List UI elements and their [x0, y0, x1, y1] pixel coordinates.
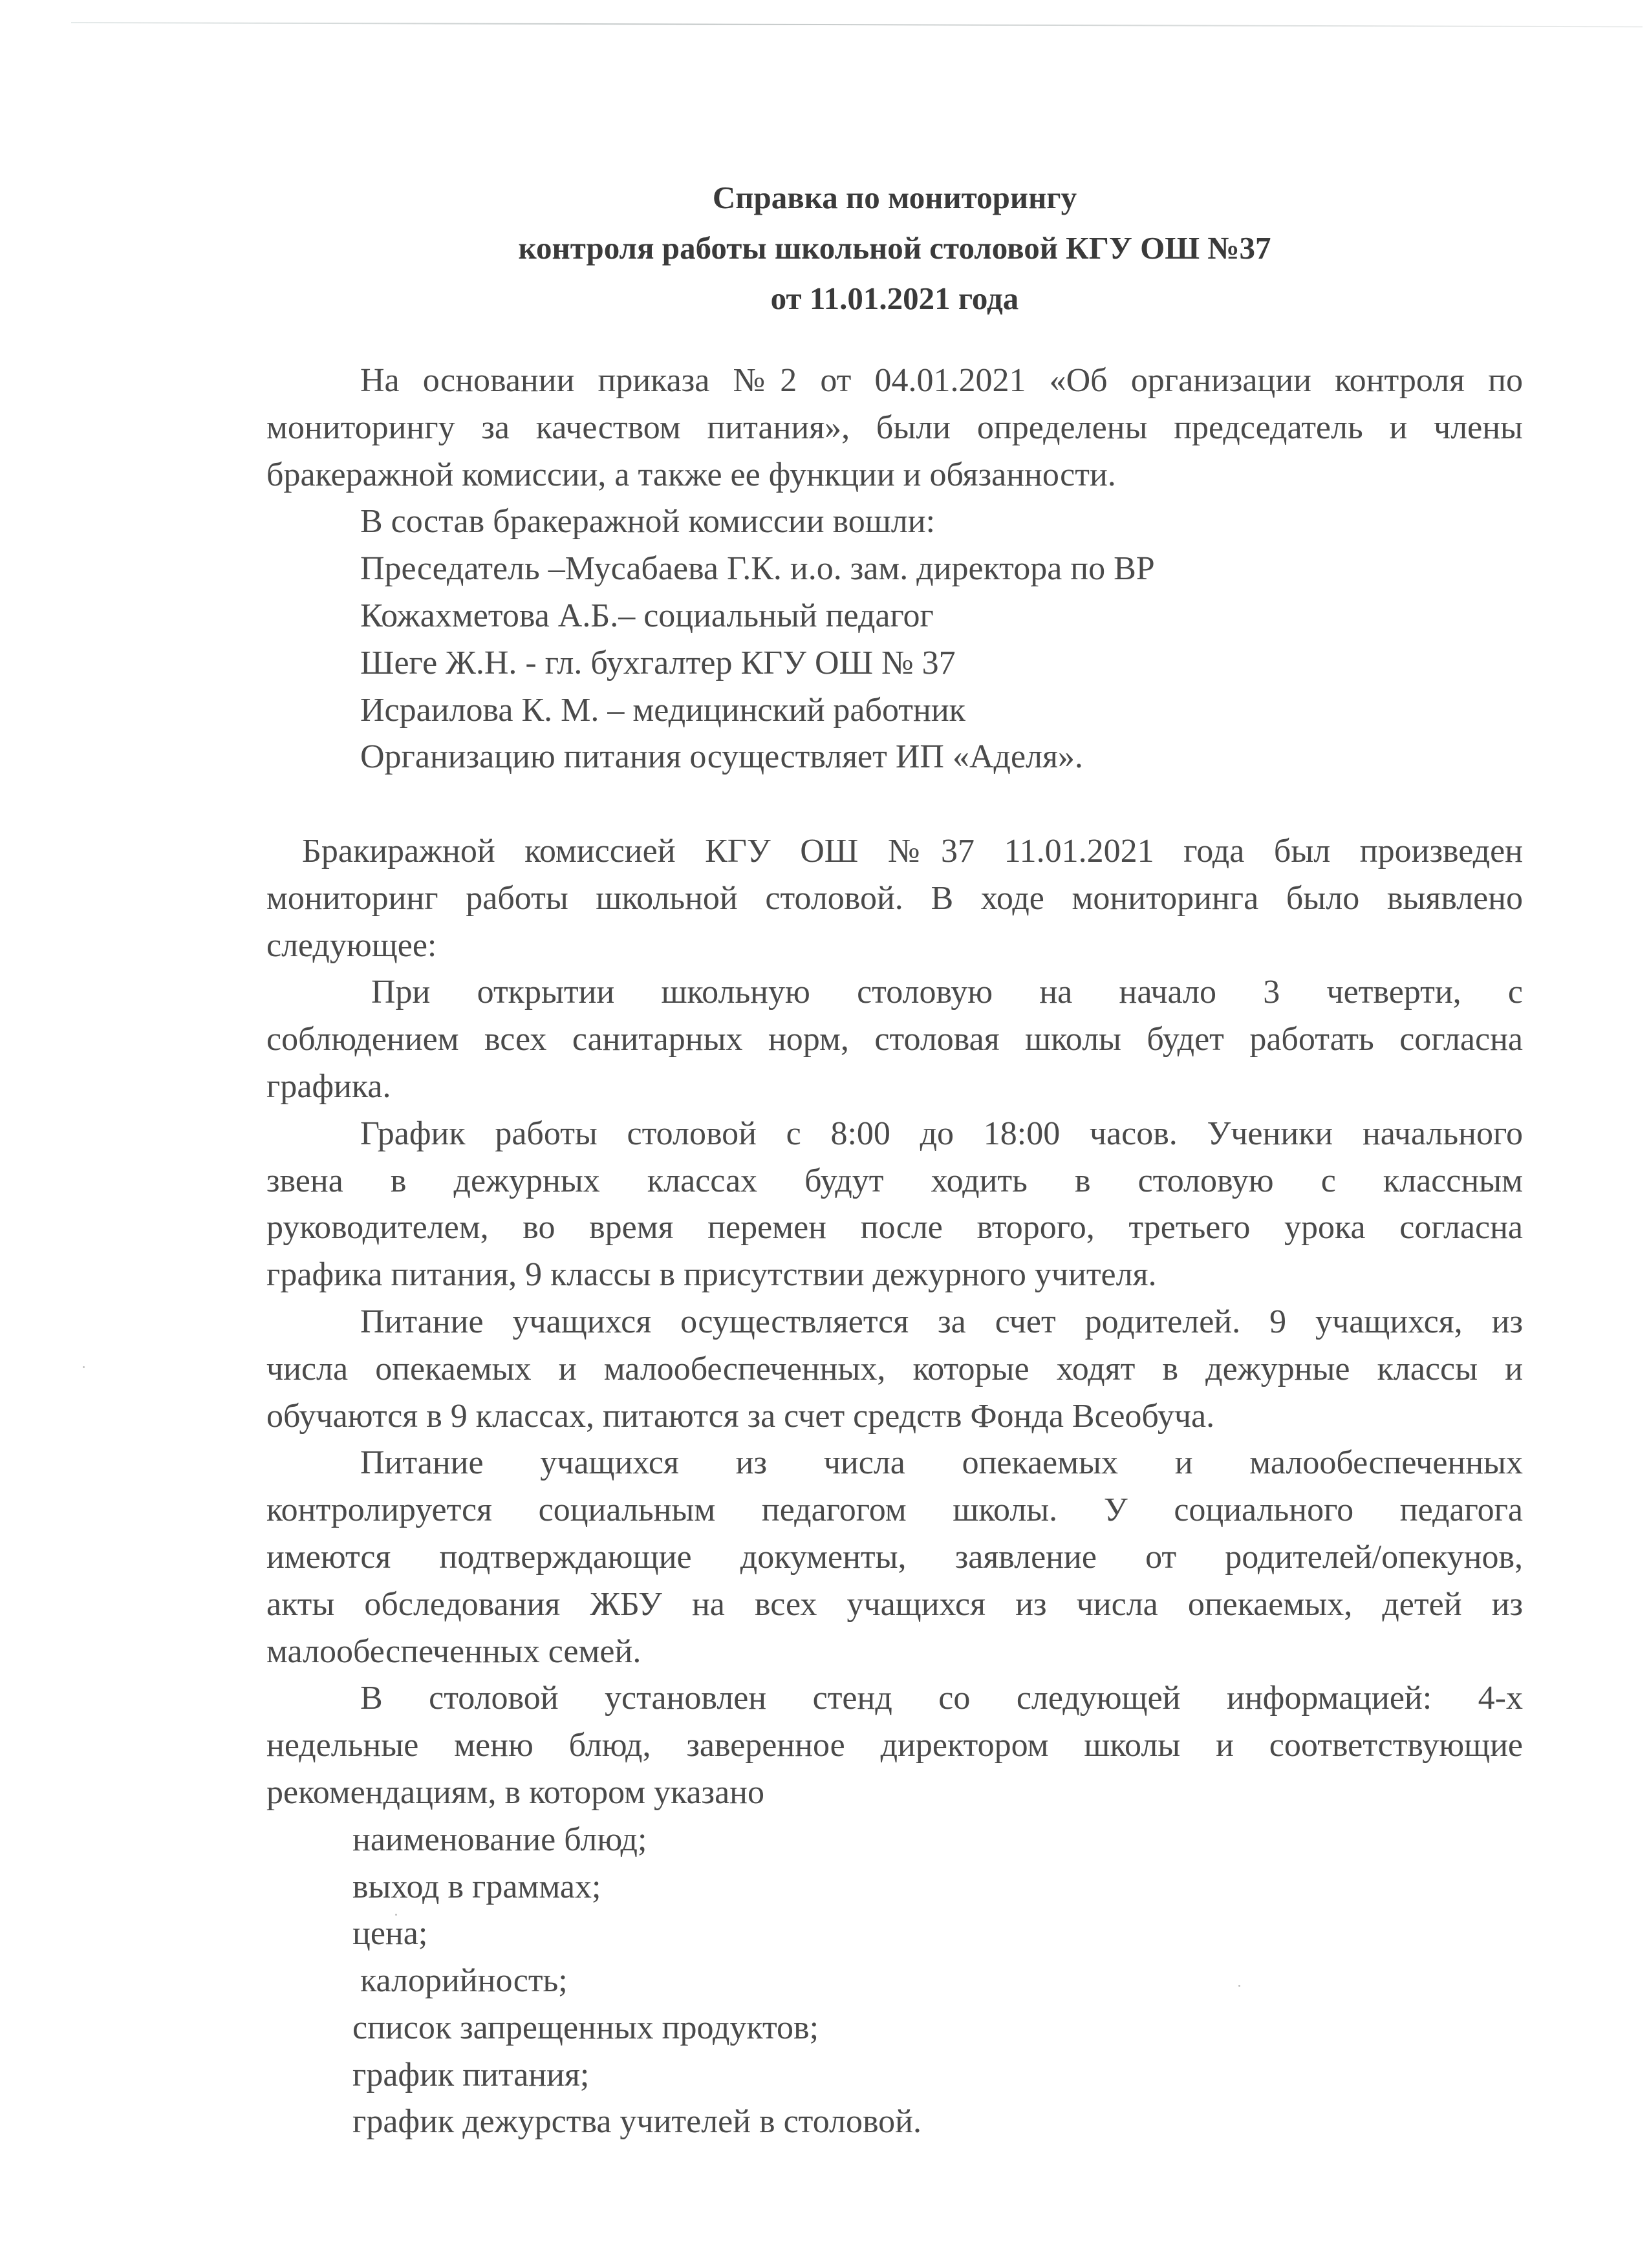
blank-line	[266, 781, 1523, 828]
document-body	[266, 358, 1523, 2146]
document-title	[266, 173, 1523, 324]
paragraph-line: бракеражной комиссии, а также ее функции и обязанности.	[266, 456, 1116, 493]
commission-member: Преседатель –Мусабаева Г.К. и.о. зам. директора по ВР	[360, 550, 1155, 588]
paragraph-line: На основании приказа №2 от 04.01.2021 «Об организации контроля по	[360, 362, 1523, 399]
paragraph-line: графика питания, 9 классы в присутствии дежурного учителя.	[266, 1256, 1157, 1294]
stand-info-list	[266, 1817, 1523, 2146]
paragraph-line: контролируется социальным педагогом школы. У социального педагога	[266, 1492, 1523, 1529]
paragraph-line: числа опекаемых и малообеспеченных, которые ходят в дежурные классы и	[266, 1350, 1523, 1387]
title-line: контроля работы школьной столовой КГУ ОШ №37	[518, 230, 1271, 266]
findings-paragraph	[266, 828, 1523, 969]
commission-section	[266, 498, 1523, 781]
list-item: выход в граммах;	[352, 1868, 601, 1905]
title-line: Справка по мониторингу	[712, 180, 1077, 215]
control-paragraph	[266, 1440, 1523, 1675]
food-organizer: Организацию питания осуществляет ИП «Аделя».	[360, 738, 1083, 776]
commission-member: Шеге Ж.Н. - гл. бухгалтер КГУ ОШ № 37	[360, 644, 956, 681]
paragraph-line: графика.	[266, 1067, 391, 1105]
paragraph-line: мониторинг работы школьной столовой. В ходе мониторинга было выявлено	[266, 879, 1523, 917]
commission-heading: В состав бракеражной комиссии вошли:	[360, 503, 936, 540]
stand-paragraph	[266, 1675, 1523, 1816]
paragraph-line: обучаются в 9 классах, питаются за счет средств Фонда Всеобуча.	[266, 1397, 1215, 1435]
paragraph-line: рекомендациям, в котором указано	[266, 1773, 764, 1811]
paragraph-line: руководителем, во время перемен после второго, третьего урока согласна	[266, 1209, 1523, 1246]
paragraph-line: Питание учащихся из числа опекаемых и малообеспеченных	[360, 1444, 1523, 1482]
paragraph-line: Бракиражной комиссией КГУ ОШ №37 11.01.2021 года был произведен	[302, 832, 1523, 870]
paragraph-line: малообеспеченных семей.	[266, 1632, 641, 1670]
list-item: калорийность;	[360, 1962, 568, 2000]
paragraph-line: В столовой установлен стенд со следующей информацией: 4-х	[360, 1680, 1523, 1717]
commission-member: Исраилова К. М. – медицинский работник	[360, 691, 965, 729]
paragraph-line: График работы столовой с 8:00 до 18:00 часов. Ученики начального	[360, 1115, 1523, 1152]
paragraph-line: мониторингу за качеством питания», были определены председатель и члены	[266, 409, 1523, 446]
scan-speck	[83, 1366, 85, 1368]
paragraph-line: звена в дежурных классах будут ходить в столовую с классным	[266, 1162, 1523, 1199]
schedule-paragraph	[266, 1111, 1523, 1299]
paragraph-line: акты обследования ЖБУ на всех учащихся из числа опекаемых, детей из	[266, 1585, 1523, 1623]
intro-paragraph	[266, 358, 1523, 498]
list-item: график питания;	[352, 2056, 590, 2093]
list-item: цена;	[352, 1915, 428, 1952]
commission-member: Кожахметова А.Б.– социальный педагог	[360, 597, 934, 634]
funding-paragraph	[266, 1299, 1523, 1440]
list-item: график дежурства учителей в столовой.	[352, 2103, 922, 2141]
list-item: список запрещенных продуктов;	[352, 2009, 819, 2046]
paragraph-line: недельные меню блюд, заверенное директором школы и соответствующие	[266, 1727, 1523, 1764]
paragraph-line: При открытии школьную столовую на начало 3 четверти, с	[371, 974, 1523, 1011]
paragraph-line: имеются подтверждающие документы, заявление от родителей/опекунов,	[266, 1538, 1523, 1576]
paragraph-line: следующее:	[266, 926, 437, 964]
list-item: наименование блюд;	[352, 1821, 647, 1858]
paragraph-line: Питание учащихся осуществляется за счет родителей. 9 учащихся, из	[360, 1303, 1523, 1340]
paragraph-line: соблюдением всех санитарных норм, столовая школы будет работать согласна	[266, 1021, 1523, 1058]
title-line: от 11.01.2021 года	[770, 281, 1019, 316]
scanner-artifact-line	[71, 22, 1643, 27]
opening-paragraph	[266, 969, 1523, 1110]
